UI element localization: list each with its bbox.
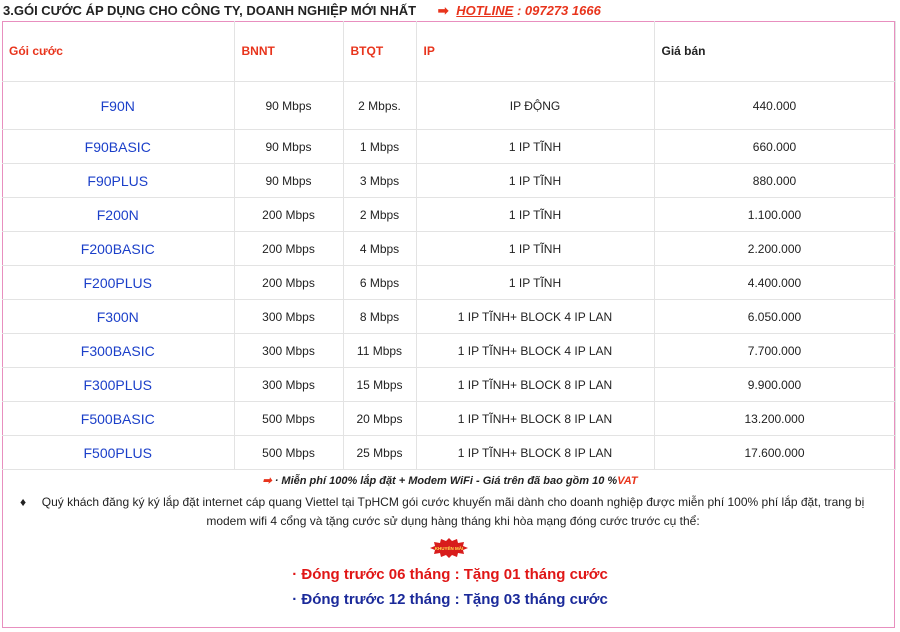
cell-package: F300PLUS [2, 368, 234, 402]
cell-ip: 1 IP TĨNH [416, 198, 654, 232]
section-title [3, 3, 601, 19]
cell-price: 9.900.000 [654, 368, 895, 402]
cell-ip: 1 IP TĨNH+ BLOCK 4 IP LAN [416, 334, 654, 368]
cell-price: 660.000 [654, 130, 895, 164]
cell-ip: 1 IP TĨNH [416, 232, 654, 266]
section-title-text: 3.GÓI CƯỚC ÁP DỤNG CHO CÔNG TY, DOANH NGHIỆP MỚI NHẤT [3, 3, 417, 18]
price-note-text: · Miễn phí 100% lắp đặt + Modem WiFi - Giá trên đã bao gồm 10 % [274, 475, 618, 487]
cell-price: 1.100.000 [654, 198, 895, 232]
cell-btqt: 2 Mbps [343, 198, 416, 232]
cell-bnnt: 90 Mbps [234, 130, 343, 164]
table-row [2, 402, 895, 436]
header-package: Gói cước [2, 21, 234, 82]
cell-btqt: 4 Mbps [343, 232, 416, 266]
cell-package: F90BASIC [2, 130, 234, 164]
table-row [2, 368, 895, 402]
table-row [2, 198, 895, 232]
cell-ip: IP ĐỘNG [416, 82, 654, 130]
cell-ip: 1 IP TĨNH+ BLOCK 8 IP LAN [416, 402, 654, 436]
hotline-number: : 097273 1666 [516, 3, 601, 18]
cell-price: 7.700.000 [654, 334, 895, 368]
cell-package: F200BASIC [2, 232, 234, 266]
cell-price: 13.200.000 [654, 402, 895, 436]
cell-bnnt: 90 Mbps [234, 164, 343, 198]
cell-btqt: 2 Mbps. [343, 82, 416, 130]
description-text: Quý khách đăng ký ký lắp đặt internet cáp quang Viettel tại TpHCM gói cước khuyến mãi dành cho doanh nghiệp được miễn phí 100% phí lắp đặt, trang bị modem wifi 4 cổng và tặng cước sử dụng hàng tháng khi hòa mạng đóng cước trước cụ thể: [41, 495, 865, 528]
cell-price: 880.000 [654, 164, 895, 198]
cell-btqt: 20 Mbps [343, 402, 416, 436]
cell-price: 440.000 [654, 82, 895, 130]
diamond-bullet-icon: ♦ [20, 495, 27, 509]
cell-ip: 1 IP TĨNH+ BLOCK 8 IP LAN [416, 368, 654, 402]
pricing-table [2, 21, 896, 470]
badge-text: KHUYẾN MÃI [434, 546, 464, 551]
cell-package: F500BASIC [2, 402, 234, 436]
cell-bnnt: 200 Mbps [234, 198, 343, 232]
vat-label: VAT [617, 475, 638, 487]
cell-package: F90N [2, 82, 234, 130]
hotline-link[interactable]: HOTLINE [456, 3, 514, 18]
cell-btqt: 25 Mbps [343, 436, 416, 470]
header-btqt: BTQT [343, 21, 416, 82]
cell-price: 6.050.000 [654, 300, 895, 334]
cell-btqt: 1 Mbps [343, 130, 416, 164]
table-row [2, 266, 895, 300]
table-row [2, 82, 895, 130]
cell-price: 2.200.000 [654, 232, 895, 266]
cell-price: 17.600.000 [654, 436, 895, 470]
cell-btqt: 3 Mbps [343, 164, 416, 198]
cell-package: F200N [2, 198, 234, 232]
cell-package: F500PLUS [2, 436, 234, 470]
cell-package: F300BASIC [2, 334, 234, 368]
cell-bnnt: 500 Mbps [234, 402, 343, 436]
price-note [0, 474, 900, 487]
cell-bnnt: 300 Mbps [234, 300, 343, 334]
table-row [2, 334, 895, 368]
cell-bnnt: 300 Mbps [234, 334, 343, 368]
promo-line-12-months: · Đóng trước 12 tháng : Tặng 03 tháng cước [292, 591, 608, 608]
cell-btqt: 11 Mbps [343, 334, 416, 368]
cell-ip: 1 IP TĨNH+ BLOCK 8 IP LAN [416, 436, 654, 470]
cell-bnnt: 500 Mbps [234, 436, 343, 470]
cell-btqt: 8 Mbps [343, 300, 416, 334]
cell-ip: 1 IP TĨNH [416, 164, 654, 198]
table-row [2, 436, 895, 470]
table-row [2, 164, 895, 198]
cell-ip: 1 IP TĨNH+ BLOCK 4 IP LAN [416, 300, 654, 334]
promo-line-6-months: · Đóng trước 06 tháng : Tặng 01 tháng cước [292, 566, 608, 583]
cell-bnnt: 300 Mbps [234, 368, 343, 402]
cell-btqt: 15 Mbps [343, 368, 416, 402]
header-price: Giá bán [654, 21, 895, 82]
cell-ip: 1 IP TĨNH [416, 130, 654, 164]
cell-bnnt: 200 Mbps [234, 266, 343, 300]
right-arrow-icon: ➡ [437, 3, 449, 18]
description [22, 493, 884, 531]
cell-package: F300N [2, 300, 234, 334]
cell-package: F200PLUS [2, 266, 234, 300]
table-row [2, 300, 895, 334]
table-row [2, 130, 895, 164]
promo-starburst-icon [430, 538, 468, 558]
table-row [2, 232, 895, 266]
table-header-row [2, 21, 895, 82]
cell-ip: 1 IP TĨNH [416, 266, 654, 300]
header-bnnt: BNNT [234, 21, 343, 82]
cell-package: F90PLUS [2, 164, 234, 198]
cell-price: 4.400.000 [654, 266, 895, 300]
right-arrow-icon: ➡ [262, 475, 272, 487]
cell-bnnt: 200 Mbps [234, 232, 343, 266]
cell-bnnt: 90 Mbps [234, 82, 343, 130]
cell-btqt: 6 Mbps [343, 266, 416, 300]
header-ip: IP [416, 21, 654, 82]
